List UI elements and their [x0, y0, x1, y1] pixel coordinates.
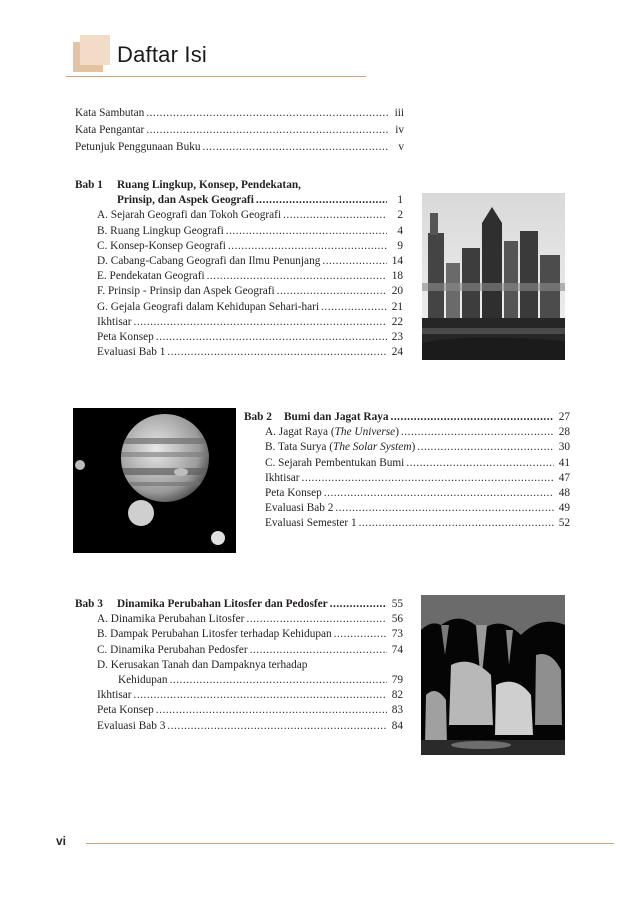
chapter-1	[75, 178, 403, 360]
toc-row[interactable]	[97, 643, 403, 658]
chapter-3-title[interactable]	[75, 597, 403, 612]
chapter-2-title[interactable]	[244, 410, 570, 425]
toc-row[interactable]	[97, 254, 403, 269]
toc-row[interactable]	[265, 516, 570, 531]
toc-row[interactable]	[97, 703, 403, 718]
toc-page: v	[398, 141, 404, 154]
chapter-3	[75, 597, 403, 734]
toc-page: 55	[391, 598, 403, 610]
toc-page: 83	[391, 704, 403, 717]
toc-page: 27	[558, 411, 570, 423]
toc-label: Peta Konsep	[97, 330, 154, 343]
toc-label	[265, 440, 415, 455]
toc-page: 30	[558, 441, 570, 454]
toc-page: 21	[391, 300, 403, 313]
chapter-2	[244, 410, 570, 532]
city-skyline-image	[422, 193, 565, 360]
toc-row[interactable]	[97, 269, 403, 284]
toc-page: 24	[391, 346, 403, 359]
toc-page: 41	[558, 456, 570, 469]
toc-row[interactable]	[97, 627, 403, 642]
toc-page: 48	[558, 486, 570, 499]
toc-row[interactable]	[97, 345, 403, 360]
toc-row[interactable]	[97, 239, 403, 254]
toc-label: F. Prinsip - Prinsip dan Aspek Geografi	[97, 285, 275, 298]
toc-page: 84	[391, 719, 403, 732]
page-number: vi	[56, 834, 67, 848]
toc-page: 47	[558, 471, 570, 484]
toc-page: 74	[391, 643, 403, 656]
toc-page: 23	[391, 330, 403, 343]
toc-page: 2	[397, 209, 403, 222]
toc-row-line1[interactable]	[97, 658, 403, 673]
toc-label: Ikhtisar	[97, 689, 132, 702]
toc-page: 9	[397, 239, 403, 252]
toc-label: C. Dinamika Perubahan Pedosfer	[97, 643, 248, 656]
header-rule	[66, 76, 366, 77]
toc-page: 82	[391, 689, 403, 702]
toc-label: G. Gejala Geografi dalam Kehidupan Sehari-hari	[97, 300, 320, 313]
chapter-number: Bab 1	[75, 179, 103, 191]
toc-label: Peta Konsep	[265, 486, 322, 499]
chapter-number: Bab 3	[75, 598, 103, 610]
toc-page: iii	[394, 107, 404, 119]
toc-label-text: )	[411, 441, 416, 454]
toc-label: B. Dampak Perubahan Litosfer terhadap Kehidupan	[97, 628, 332, 641]
toc-label-text: B. Tata Surya (	[265, 441, 334, 454]
toc-label: A. Dinamika Perubahan Litosfer	[97, 613, 245, 626]
toc-label-italic: The Universe	[334, 426, 396, 439]
chapter-1-title-line2[interactable]	[75, 193, 403, 208]
toc-page: 14	[391, 254, 403, 267]
toc-row[interactable]	[97, 330, 403, 345]
toc-row[interactable]	[97, 208, 403, 223]
toc-label-text: )	[395, 426, 399, 439]
toc-row[interactable]	[97, 224, 403, 239]
toc-page: 73	[391, 628, 403, 641]
toc-row-petunjuk[interactable]	[75, 140, 404, 155]
toc-label	[265, 425, 399, 440]
toc-label: A. Sejarah Geografi dan Tokoh Geografi	[97, 209, 282, 222]
cave-image	[421, 595, 565, 755]
toc-row[interactable]	[97, 673, 403, 688]
toc-label: Kata Sambutan	[75, 107, 145, 119]
toc-page: 4	[397, 224, 403, 237]
chapter-title: Prinsip, dan Aspek Geografi	[117, 194, 254, 207]
toc-label: Ikhtisar	[97, 315, 132, 328]
toc-label-text: A. Jagat Raya (	[265, 426, 335, 439]
toc-row[interactable]	[97, 612, 403, 627]
toc-page: 28	[558, 426, 570, 439]
toc-label: C. Konsep-Konsep Geografi	[97, 239, 226, 252]
toc-label: B. Ruang Lingkup Geografi	[97, 224, 224, 237]
toc-label: Evaluasi Bab 3	[97, 719, 166, 732]
toc-row[interactable]	[265, 440, 570, 455]
toc-page: iv	[395, 124, 404, 137]
toc-label: Kehidupan	[118, 673, 168, 686]
toc-label: D. Cabang-Cabang Geografi dan Ilmu Penunjang	[97, 254, 321, 267]
page-title: Daftar Isi	[117, 42, 208, 67]
front-matter-list	[75, 106, 404, 156]
toc-row[interactable]	[265, 471, 570, 486]
toc-row[interactable]	[265, 456, 570, 471]
toc-page: 52	[558, 517, 570, 530]
toc-page: 49	[558, 502, 570, 515]
chapter-number: Bab 2	[244, 411, 272, 423]
chapter-title: Ruang Lingkup, Konsep, Pendekatan,	[117, 179, 301, 191]
toc-row[interactable]	[97, 284, 403, 299]
toc-row-kata-pengantar[interactable]	[75, 123, 404, 138]
toc-label: Kata Pengantar	[75, 124, 145, 137]
toc-label: Peta Konsep	[97, 704, 154, 717]
toc-page: 79	[391, 673, 403, 686]
toc-label-italic: The Solar System	[333, 441, 412, 454]
toc-label: Petunjuk Penggunaan Buku	[75, 141, 201, 154]
toc-label: D. Kerusakan Tanah dan Dampaknya terhadap	[97, 658, 308, 671]
toc-page: 1	[397, 194, 403, 207]
toc-page: 22	[391, 315, 403, 328]
toc-row-kata-sambutan[interactable]	[75, 106, 404, 121]
toc-label: E. Pendekatan Geografi	[97, 270, 205, 283]
toc-row[interactable]	[97, 315, 403, 330]
toc-page: 20	[391, 285, 403, 298]
header-square-front	[80, 35, 110, 65]
toc-page: 56	[391, 613, 403, 626]
toc-label: Evaluasi Bab 2	[265, 502, 334, 515]
toc-label: Ikhtisar	[265, 471, 300, 484]
toc-label: C. Sejarah Pembentukan Bumi	[265, 456, 405, 469]
footer-rule	[86, 843, 614, 844]
toc-row[interactable]	[265, 486, 570, 501]
toc-label: Evaluasi Bab 1	[97, 346, 166, 359]
toc-page: 18	[391, 270, 403, 283]
toc-row[interactable]	[265, 501, 570, 516]
chapter-title: Dinamika Perubahan Litosfer dan Pedosfer	[117, 598, 328, 610]
chapter-title: Bumi dan Jagat Raya	[284, 411, 389, 423]
toc-row[interactable]	[97, 688, 403, 703]
toc-label: Evaluasi Semester 1	[265, 517, 357, 530]
toc-row[interactable]	[97, 300, 403, 315]
chapter-1-title-line1[interactable]	[75, 178, 403, 193]
toc-row[interactable]	[97, 719, 403, 734]
jupiter-image	[73, 408, 236, 553]
toc-row[interactable]	[265, 425, 570, 440]
